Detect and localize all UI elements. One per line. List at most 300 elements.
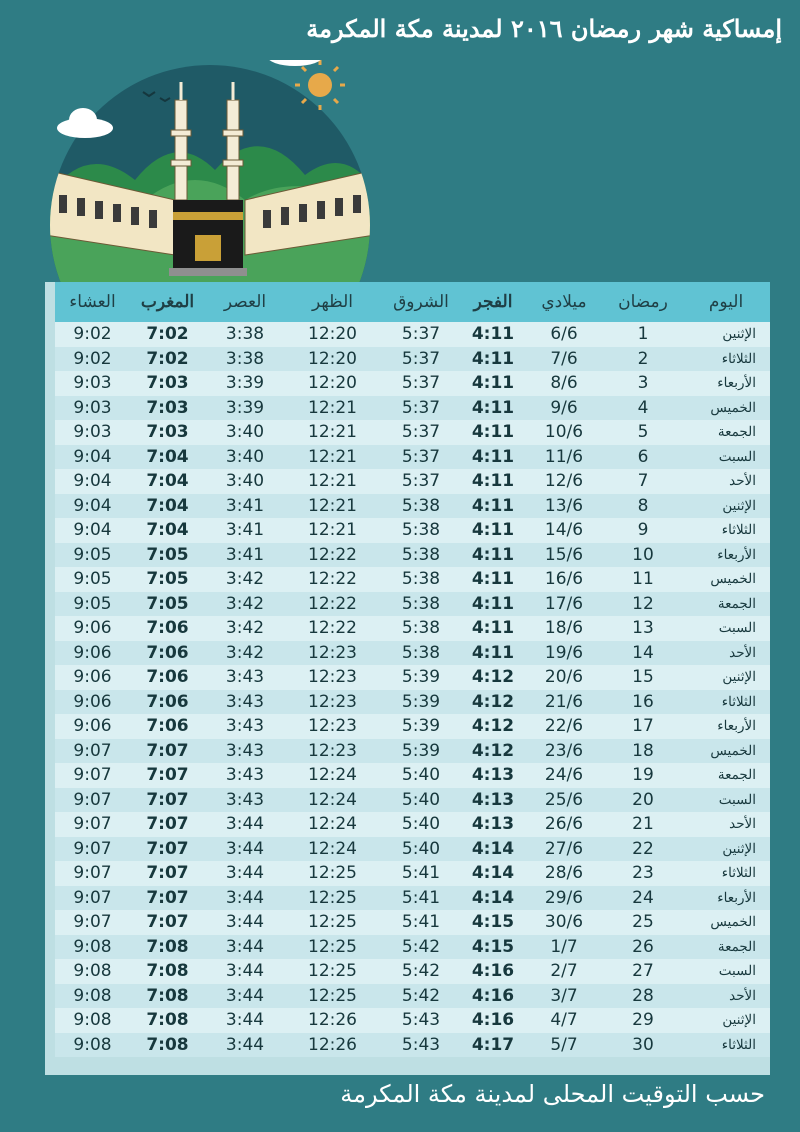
dhuhr-cell: 12:22 [285, 616, 380, 641]
asr-cell: 3:44 [205, 910, 285, 935]
maghrib-cell: 7:07 [130, 739, 205, 764]
ramadan-cell: 24 [604, 886, 682, 911]
dhuhr-cell: 12:20 [285, 371, 380, 396]
table-header [55, 282, 770, 322]
maghrib-cell: 7:06 [130, 714, 205, 739]
dhuhr-cell: 12:25 [285, 910, 380, 935]
dhuhr-cell: 12:26 [285, 1033, 380, 1058]
day-cell: الأربعاء [682, 371, 770, 396]
ramadan-cell: 18 [604, 739, 682, 764]
asr-cell: 3:40 [205, 445, 285, 470]
ramadan-cell: 5 [604, 420, 682, 445]
ramadan-cell: 3 [604, 371, 682, 396]
isha-cell: 9:06 [55, 690, 130, 715]
shurooq-cell: 5:39 [380, 739, 462, 764]
ramadan-cell: 27 [604, 959, 682, 984]
isha-cell: 9:07 [55, 861, 130, 886]
maghrib-cell: 7:08 [130, 984, 205, 1009]
shurooq-cell: 5:42 [380, 984, 462, 1009]
maghrib-cell: 7:06 [130, 616, 205, 641]
asr-cell: 3:38 [205, 322, 285, 347]
day-cell: الجمعة [682, 592, 770, 617]
gregorian-cell: 21/6 [524, 690, 604, 715]
shurooq-cell: 5:38 [380, 518, 462, 543]
fajr-cell: 4:13 [462, 812, 524, 837]
table-row [55, 494, 770, 519]
isha-cell: 9:05 [55, 592, 130, 617]
fajr-cell: 4:17 [462, 1033, 524, 1058]
isha-cell: 9:07 [55, 837, 130, 862]
asr-cell: 3:43 [205, 739, 285, 764]
gregorian-cell: 11/6 [524, 445, 604, 470]
day-cell: الخميس [682, 739, 770, 764]
maghrib-cell: 7:03 [130, 420, 205, 445]
shurooq-cell: 5:37 [380, 347, 462, 372]
table-row [55, 910, 770, 935]
day-cell: الإثنين [682, 322, 770, 347]
shurooq-cell: 5:38 [380, 592, 462, 617]
ramadan-cell: 16 [604, 690, 682, 715]
table-row [55, 1008, 770, 1033]
shurooq-cell: 5:43 [380, 1008, 462, 1033]
asr-cell: 3:43 [205, 665, 285, 690]
maghrib-cell: 7:04 [130, 494, 205, 519]
header-ramadan: رمضان [604, 282, 682, 322]
gregorian-cell: 12/6 [524, 469, 604, 494]
shurooq-cell: 5:39 [380, 714, 462, 739]
dhuhr-cell: 12:23 [285, 665, 380, 690]
shurooq-cell: 5:41 [380, 886, 462, 911]
isha-cell: 9:03 [55, 371, 130, 396]
fajr-cell: 4:14 [462, 837, 524, 862]
ramadan-cell: 7 [604, 469, 682, 494]
header-gregorian: ميلادي [524, 282, 604, 322]
asr-cell: 3:43 [205, 763, 285, 788]
dhuhr-cell: 12:23 [285, 641, 380, 666]
isha-cell: 9:06 [55, 714, 130, 739]
day-cell: الأحد [682, 469, 770, 494]
day-cell: الأربعاء [682, 886, 770, 911]
day-cell: الأربعاء [682, 543, 770, 568]
isha-cell: 9:07 [55, 788, 130, 813]
gregorian-cell: 16/6 [524, 567, 604, 592]
gregorian-cell: 29/6 [524, 886, 604, 911]
fajr-cell: 4:16 [462, 959, 524, 984]
table-row [55, 959, 770, 984]
footer-note: حسب التوقيت المحلى لمدينة مكة المكرمة [340, 1080, 765, 1108]
shurooq-cell: 5:37 [380, 322, 462, 347]
maghrib-cell: 7:07 [130, 861, 205, 886]
gregorian-cell: 9/6 [524, 396, 604, 421]
header-asr: العصر [205, 282, 285, 322]
ramadan-cell: 20 [604, 788, 682, 813]
shurooq-cell: 5:42 [380, 935, 462, 960]
ramadan-cell: 21 [604, 812, 682, 837]
table-row [55, 347, 770, 372]
header-shurooq: الشروق [380, 282, 462, 322]
maghrib-cell: 7:02 [130, 322, 205, 347]
asr-cell: 3:39 [205, 371, 285, 396]
gregorian-cell: 1/7 [524, 935, 604, 960]
table-row [55, 837, 770, 862]
table-row [55, 396, 770, 421]
table-row [55, 739, 770, 764]
isha-cell: 9:07 [55, 886, 130, 911]
day-cell: الجمعة [682, 763, 770, 788]
fajr-cell: 4:13 [462, 788, 524, 813]
asr-cell: 3:44 [205, 935, 285, 960]
fajr-cell: 4:12 [462, 739, 524, 764]
dhuhr-cell: 12:25 [285, 861, 380, 886]
shurooq-cell: 5:38 [380, 543, 462, 568]
ramadan-cell: 15 [604, 665, 682, 690]
isha-cell: 9:08 [55, 1033, 130, 1058]
fajr-cell: 4:11 [462, 396, 524, 421]
table-row [55, 641, 770, 666]
fajr-cell: 4:11 [462, 543, 524, 568]
table-row [55, 1033, 770, 1058]
shurooq-cell: 5:38 [380, 641, 462, 666]
asr-cell: 3:41 [205, 518, 285, 543]
dhuhr-cell: 12:26 [285, 1008, 380, 1033]
ramadan-cell: 13 [604, 616, 682, 641]
ramadan-cell: 23 [604, 861, 682, 886]
gregorian-cell: 13/6 [524, 494, 604, 519]
isha-cell: 9:08 [55, 959, 130, 984]
ramadan-cell: 10 [604, 543, 682, 568]
dhuhr-cell: 12:22 [285, 567, 380, 592]
shurooq-cell: 5:37 [380, 420, 462, 445]
ramadan-cell: 30 [604, 1033, 682, 1058]
fajr-cell: 4:14 [462, 886, 524, 911]
shurooq-cell: 5:39 [380, 690, 462, 715]
header-fajr: الفجر [462, 282, 524, 322]
dhuhr-cell: 12:25 [285, 935, 380, 960]
fajr-cell: 4:11 [462, 616, 524, 641]
asr-cell: 3:44 [205, 837, 285, 862]
maghrib-cell: 7:04 [130, 518, 205, 543]
dhuhr-cell: 12:23 [285, 690, 380, 715]
asr-cell: 3:44 [205, 861, 285, 886]
table-row [55, 592, 770, 617]
dhuhr-cell: 12:21 [285, 494, 380, 519]
page-title: إمساكية شهر رمضان ٢٠١٦ لمدينة مكة المكرمة [306, 14, 782, 43]
isha-cell: 9:06 [55, 616, 130, 641]
gregorian-cell: 8/6 [524, 371, 604, 396]
fajr-cell: 4:11 [462, 494, 524, 519]
maghrib-cell: 7:06 [130, 641, 205, 666]
fajr-cell: 4:11 [462, 567, 524, 592]
day-cell: السبت [682, 616, 770, 641]
shurooq-cell: 5:41 [380, 910, 462, 935]
isha-cell: 9:07 [55, 739, 130, 764]
table-row [55, 763, 770, 788]
day-cell: الثلاثاء [682, 690, 770, 715]
ramadan-cell: 22 [604, 837, 682, 862]
dhuhr-cell: 12:21 [285, 469, 380, 494]
day-cell: الأحد [682, 984, 770, 1009]
maghrib-cell: 7:06 [130, 665, 205, 690]
isha-cell: 9:05 [55, 543, 130, 568]
table-row [55, 469, 770, 494]
day-cell: السبت [682, 959, 770, 984]
dhuhr-cell: 12:24 [285, 763, 380, 788]
fajr-cell: 4:15 [462, 910, 524, 935]
gregorian-cell: 10/6 [524, 420, 604, 445]
day-cell: الإثنين [682, 1008, 770, 1033]
table-row [55, 322, 770, 347]
fajr-cell: 4:11 [462, 592, 524, 617]
fajr-cell: 4:15 [462, 935, 524, 960]
fajr-cell: 4:11 [462, 347, 524, 372]
isha-cell: 9:02 [55, 347, 130, 372]
asr-cell: 3:41 [205, 494, 285, 519]
day-cell: الخميس [682, 910, 770, 935]
maghrib-cell: 7:04 [130, 445, 205, 470]
asr-cell: 3:40 [205, 469, 285, 494]
dhuhr-cell: 12:24 [285, 837, 380, 862]
isha-cell: 9:02 [55, 322, 130, 347]
isha-cell: 9:04 [55, 445, 130, 470]
isha-cell: 9:07 [55, 910, 130, 935]
fajr-cell: 4:16 [462, 1008, 524, 1033]
ramadan-cell: 14 [604, 641, 682, 666]
gregorian-cell: 20/6 [524, 665, 604, 690]
prayer-times-table [45, 282, 770, 1075]
dhuhr-cell: 12:22 [285, 592, 380, 617]
asr-cell: 3:44 [205, 959, 285, 984]
fajr-cell: 4:12 [462, 665, 524, 690]
shurooq-cell: 5:37 [380, 445, 462, 470]
maghrib-cell: 7:03 [130, 371, 205, 396]
isha-cell: 9:08 [55, 935, 130, 960]
table-row [55, 420, 770, 445]
day-cell: الجمعة [682, 935, 770, 960]
gregorian-cell: 14/6 [524, 518, 604, 543]
day-cell: الجمعة [682, 420, 770, 445]
isha-cell: 9:03 [55, 396, 130, 421]
table-row [55, 567, 770, 592]
dhuhr-cell: 12:25 [285, 886, 380, 911]
maghrib-cell: 7:08 [130, 1033, 205, 1058]
table-row [55, 371, 770, 396]
dhuhr-cell: 12:21 [285, 518, 380, 543]
table-row [55, 665, 770, 690]
isha-cell: 9:06 [55, 641, 130, 666]
shurooq-cell: 5:37 [380, 371, 462, 396]
fajr-cell: 4:11 [462, 445, 524, 470]
ramadan-cell: 6 [604, 445, 682, 470]
ramadan-cell: 17 [604, 714, 682, 739]
shurooq-cell: 5:40 [380, 788, 462, 813]
dhuhr-cell: 12:25 [285, 959, 380, 984]
asr-cell: 3:39 [205, 396, 285, 421]
shurooq-cell: 5:40 [380, 812, 462, 837]
isha-cell: 9:03 [55, 420, 130, 445]
day-cell: الثلاثاء [682, 347, 770, 372]
asr-cell: 3:38 [205, 347, 285, 372]
table-row [55, 984, 770, 1009]
shurooq-cell: 5:38 [380, 616, 462, 641]
gregorian-cell: 28/6 [524, 861, 604, 886]
day-cell: السبت [682, 445, 770, 470]
table-row [55, 714, 770, 739]
shurooq-cell: 5:40 [380, 763, 462, 788]
gregorian-cell: 3/7 [524, 984, 604, 1009]
maghrib-cell: 7:05 [130, 567, 205, 592]
maghrib-cell: 7:08 [130, 959, 205, 984]
gregorian-cell: 22/6 [524, 714, 604, 739]
day-cell: الإثنين [682, 665, 770, 690]
table-row [55, 886, 770, 911]
gregorian-cell: 24/6 [524, 763, 604, 788]
day-cell: الخميس [682, 396, 770, 421]
table-row [55, 812, 770, 837]
gregorian-cell: 7/6 [524, 347, 604, 372]
asr-cell: 3:44 [205, 1008, 285, 1033]
table-row [55, 935, 770, 960]
shurooq-cell: 5:37 [380, 396, 462, 421]
fajr-cell: 4:11 [462, 371, 524, 396]
ramadan-cell: 4 [604, 396, 682, 421]
day-cell: الثلاثاء [682, 861, 770, 886]
dhuhr-cell: 12:24 [285, 812, 380, 837]
maghrib-cell: 7:04 [130, 469, 205, 494]
dhuhr-cell: 12:23 [285, 739, 380, 764]
header-maghrib: المغرب [130, 282, 205, 322]
maghrib-cell: 7:02 [130, 347, 205, 372]
dhuhr-cell: 12:21 [285, 445, 380, 470]
gregorian-cell: 26/6 [524, 812, 604, 837]
fajr-cell: 4:11 [462, 322, 524, 347]
day-cell: الأربعاء [682, 714, 770, 739]
gregorian-cell: 6/6 [524, 322, 604, 347]
header-isha: العشاء [55, 282, 130, 322]
table-row [55, 445, 770, 470]
header-dhuhr: الظهر [285, 282, 380, 322]
shurooq-cell: 5:39 [380, 665, 462, 690]
day-cell: الإثنين [682, 494, 770, 519]
shurooq-cell: 5:38 [380, 494, 462, 519]
day-cell: الثلاثاء [682, 518, 770, 543]
ramadan-cell: 11 [604, 567, 682, 592]
table-row [55, 861, 770, 886]
isha-cell: 9:06 [55, 665, 130, 690]
ramadan-cell: 26 [604, 935, 682, 960]
ramadan-cell: 1 [604, 322, 682, 347]
dhuhr-cell: 12:22 [285, 543, 380, 568]
asr-cell: 3:42 [205, 567, 285, 592]
fajr-cell: 4:13 [462, 763, 524, 788]
dhuhr-cell: 12:21 [285, 396, 380, 421]
ramadan-cell: 28 [604, 984, 682, 1009]
gregorian-cell: 30/6 [524, 910, 604, 935]
gregorian-cell: 15/6 [524, 543, 604, 568]
gregorian-cell: 23/6 [524, 739, 604, 764]
asr-cell: 3:43 [205, 714, 285, 739]
day-cell: الأحد [682, 641, 770, 666]
maghrib-cell: 7:08 [130, 1008, 205, 1033]
gregorian-cell: 4/7 [524, 1008, 604, 1033]
maghrib-cell: 7:03 [130, 396, 205, 421]
dhuhr-cell: 12:25 [285, 984, 380, 1009]
ramadan-cell: 8 [604, 494, 682, 519]
day-cell: الإثنين [682, 837, 770, 862]
maghrib-cell: 7:07 [130, 788, 205, 813]
fajr-cell: 4:11 [462, 518, 524, 543]
day-cell: السبت [682, 788, 770, 813]
fajr-cell: 4:14 [462, 861, 524, 886]
asr-cell: 3:41 [205, 543, 285, 568]
fajr-cell: 4:16 [462, 984, 524, 1009]
table-row [55, 690, 770, 715]
ramadan-cell: 9 [604, 518, 682, 543]
gregorian-cell: 17/6 [524, 592, 604, 617]
gregorian-cell: 27/6 [524, 837, 604, 862]
isha-cell: 9:04 [55, 494, 130, 519]
fajr-cell: 4:11 [462, 469, 524, 494]
maghrib-cell: 7:07 [130, 763, 205, 788]
ramadan-cell: 12 [604, 592, 682, 617]
maghrib-cell: 7:05 [130, 543, 205, 568]
shurooq-cell: 5:40 [380, 837, 462, 862]
shurooq-cell: 5:38 [380, 567, 462, 592]
table-row [55, 616, 770, 641]
asr-cell: 3:44 [205, 812, 285, 837]
isha-cell: 9:08 [55, 984, 130, 1009]
dhuhr-cell: 12:20 [285, 347, 380, 372]
gregorian-cell: 2/7 [524, 959, 604, 984]
fajr-cell: 4:12 [462, 714, 524, 739]
gregorian-cell: 18/6 [524, 616, 604, 641]
dhuhr-cell: 12:24 [285, 788, 380, 813]
day-cell: الخميس [682, 567, 770, 592]
ramadan-cell: 19 [604, 763, 682, 788]
shurooq-cell: 5:43 [380, 1033, 462, 1058]
gregorian-cell: 19/6 [524, 641, 604, 666]
dhuhr-cell: 12:20 [285, 322, 380, 347]
maghrib-cell: 7:05 [130, 592, 205, 617]
fajr-cell: 4:12 [462, 690, 524, 715]
maghrib-cell: 7:08 [130, 935, 205, 960]
ramadan-cell: 2 [604, 347, 682, 372]
header-day: اليوم [682, 282, 770, 322]
shurooq-cell: 5:42 [380, 959, 462, 984]
gregorian-cell: 25/6 [524, 788, 604, 813]
isha-cell: 9:04 [55, 469, 130, 494]
isha-cell: 9:05 [55, 567, 130, 592]
asr-cell: 3:43 [205, 690, 285, 715]
table-row [55, 788, 770, 813]
maghrib-cell: 7:07 [130, 837, 205, 862]
dhuhr-cell: 12:21 [285, 420, 380, 445]
day-cell: الثلاثاء [682, 1033, 770, 1058]
asr-cell: 3:43 [205, 788, 285, 813]
maghrib-cell: 7:07 [130, 886, 205, 911]
day-cell: الأحد [682, 812, 770, 837]
isha-cell: 9:07 [55, 763, 130, 788]
isha-cell: 9:04 [55, 518, 130, 543]
dhuhr-cell: 12:23 [285, 714, 380, 739]
asr-cell: 3:42 [205, 592, 285, 617]
maghrib-cell: 7:06 [130, 690, 205, 715]
asr-cell: 3:44 [205, 886, 285, 911]
fajr-cell: 4:11 [462, 641, 524, 666]
table-row [55, 518, 770, 543]
asr-cell: 3:40 [205, 420, 285, 445]
maghrib-cell: 7:07 [130, 812, 205, 837]
gregorian-cell: 5/7 [524, 1033, 604, 1058]
